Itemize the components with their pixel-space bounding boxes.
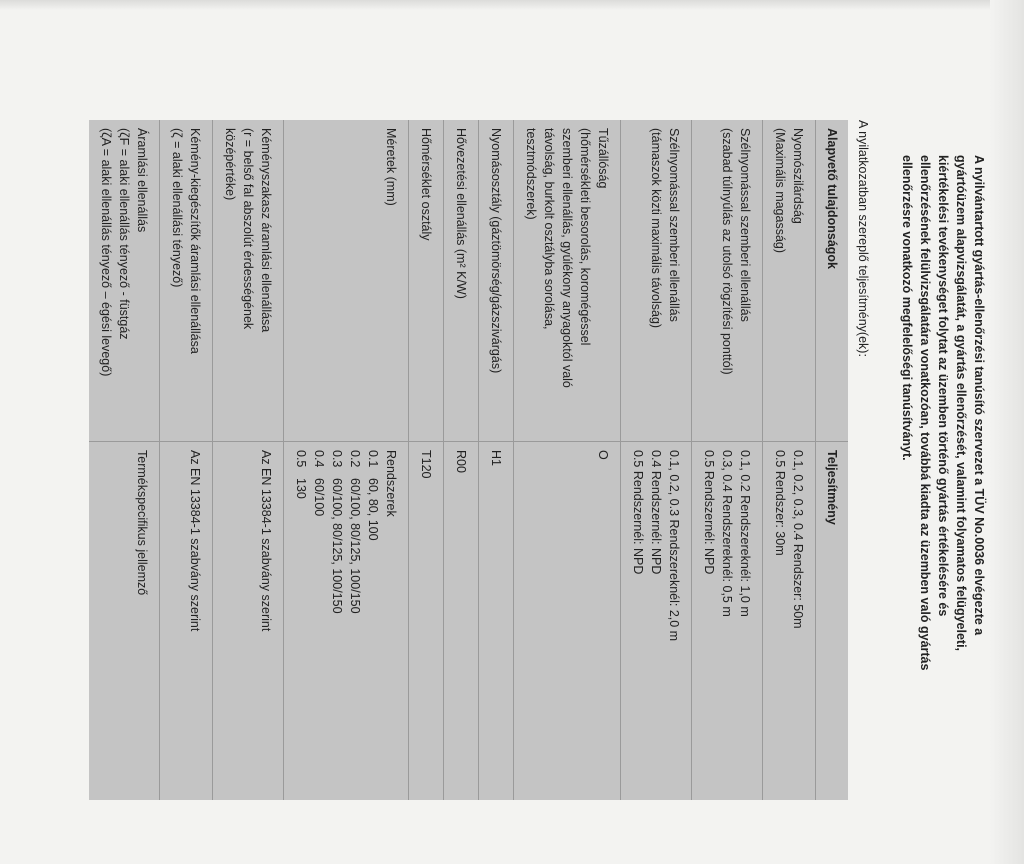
cell-line: Hőmérséklet osztály — [419, 128, 433, 241]
intro-line: ellenőrzésének felülvizsgálatára vonatkozóan, továbbá kiadta az üzemben való gyártás — [918, 155, 932, 671]
header-performance: Teljesítmény — [816, 442, 849, 801]
table-row — [692, 120, 763, 800]
intro-line: A nyilvántartott gyártás-ellenőrzési tanúsító szervezet a TÜV No.0036 elvégezte a — [972, 155, 986, 636]
cell-line: Méretek (mm) — [384, 128, 398, 206]
header-properties: Alapvető tulajdonságok — [816, 120, 849, 442]
cell-line: R00 — [454, 450, 468, 473]
table-row — [409, 120, 444, 800]
cell-line: 0.3, 0.4 Rendszereknél: 0,5 m — [720, 450, 734, 617]
dimension-line — [292, 450, 310, 792]
cell-line: 0.1, 0.2, 0.3, 0.4 Rendszer: 50m — [791, 450, 805, 629]
cell-line: (szabad túlnyúlás az utolsó rögzítési ponttól) — [720, 128, 734, 375]
cell-line: Kémény-kiegészítők áramlási ellenállása — [188, 128, 202, 354]
intro-paragraph — [898, 155, 988, 855]
performance-caption: A nyilatkozatban szereplő teljesítmény(ek): — [856, 120, 870, 357]
cell-line: távolság, burkolt osztályba sorolása, — [542, 128, 556, 330]
system-id: 0.2 — [348, 450, 362, 468]
system-id: 0.1 — [366, 450, 380, 468]
table-row — [213, 120, 284, 800]
cell-line: (ζA = alaki ellenállás tényező – égési levegő) — [99, 128, 113, 377]
cell-line: Hővezetési ellenállás (m² K/W) — [454, 128, 468, 299]
cell-line: Nyomószilárdság — [791, 128, 805, 224]
cell-line: Az EN 13384-1 szabvány szerint — [259, 450, 273, 632]
dimension-line — [310, 450, 328, 792]
table-header-row — [816, 120, 849, 800]
performance-table — [89, 120, 848, 800]
performance-cell — [284, 442, 409, 801]
cell-line: (r = belső fal abszolút érdességének — [241, 128, 255, 330]
table-row — [514, 120, 621, 800]
table-row — [89, 120, 160, 800]
intro-line: ellenőrzésre vonatkozó megfelelőségi tanúsítványt. — [900, 155, 914, 461]
cell-line: (hőmérsékleti besorolás, koromégéssel — [578, 128, 592, 346]
cell-line: tesztmódszerek) — [524, 128, 538, 220]
dimension-line — [346, 450, 364, 792]
cell-line: Áramlási ellenállás — [135, 128, 149, 233]
cell-line: szemberi ellenállás, gyúlékony anyagoktól való — [560, 128, 574, 388]
performance-cell — [763, 442, 816, 801]
property-cell — [409, 120, 444, 442]
intro-line: gyártóüzem alapvizsgálatát, a gyártás ellenőrzését, valamint folyamatos felügyeleti, — [954, 155, 968, 652]
cell-line: középértéke) — [223, 128, 237, 201]
property-cell — [284, 120, 409, 442]
cell-line: O — [596, 450, 610, 460]
property-cell — [160, 120, 213, 442]
property-cell — [213, 120, 284, 442]
system-id: 0.5 — [294, 450, 308, 468]
property-cell — [621, 120, 692, 442]
dimension-values: 60, 80, 100 — [366, 478, 380, 541]
performance-cell — [160, 442, 213, 801]
table-row — [479, 120, 514, 800]
cell-line: Termékspecifikus jellemző — [135, 450, 149, 596]
cell-line: 0.5 Rendszernél: NPD — [631, 450, 645, 575]
property-cell — [444, 120, 479, 442]
cell-line: (ζ = alaki ellenállási tényező) — [170, 128, 184, 288]
property-cell — [692, 120, 763, 442]
table-row — [284, 120, 409, 800]
cell-line: 0.1, 0.2, 0.3 Rendszereknél: 2,0 m — [667, 450, 681, 642]
performance-cell — [213, 442, 284, 801]
cell-line: Szélnyomással szemberi ellenállás — [667, 128, 681, 322]
performance-cell — [479, 442, 514, 801]
dimension-values: 60/100, 80/125, 100/150 — [348, 478, 362, 614]
performance-cell — [89, 442, 160, 801]
property-cell — [89, 120, 160, 442]
dimension-line — [328, 450, 346, 792]
performance-cell — [692, 442, 763, 801]
performance-cell — [444, 442, 479, 801]
system-id: 0.3 — [330, 450, 344, 468]
document-page — [20, 100, 1000, 830]
table-row — [160, 120, 213, 800]
cell-line: Kéményszakasz áramlási ellenállása — [259, 128, 273, 333]
system-id: 0.4 — [312, 450, 326, 468]
dimension-values: 60/100, 80/125, 100/150 — [330, 478, 344, 614]
dimension-values: 130 — [294, 478, 308, 499]
scan-edge-top — [0, 0, 1024, 10]
cell-line: (Maximális magasság) — [773, 128, 787, 254]
property-cell — [763, 120, 816, 442]
cell-line: (ζF = alaki ellenállás tényező - füstgáz — [117, 128, 131, 340]
property-cell — [479, 120, 514, 442]
cell-line: 0.5 Rendszer: 30m — [773, 450, 787, 556]
table-row — [621, 120, 692, 800]
performance-cell — [514, 442, 621, 801]
dimensions-heading: Rendszerek — [384, 450, 398, 517]
table-row — [444, 120, 479, 800]
performance-cell — [409, 442, 444, 801]
cell-line: Az EN 13384-1 szabvány szerint — [188, 450, 202, 632]
property-cell — [514, 120, 621, 442]
cell-line: Nyomásosztály (gáztömörség/gázszivárgás) — [489, 128, 503, 374]
table-row — [763, 120, 816, 800]
dimension-line — [364, 450, 382, 792]
performance-cell — [621, 442, 692, 801]
cell-line: (támaszok közti maximális távolság) — [649, 128, 663, 329]
dimension-values: 60/100 — [312, 478, 326, 517]
cell-line: T120 — [419, 450, 433, 479]
cell-line: Tűzállóság — [596, 128, 610, 189]
cell-line: 0.1, 0.2 Rendszereknél: 1,0 m — [738, 450, 752, 617]
cell-line: H1 — [489, 450, 503, 466]
cell-line: Szélnyomással szemberi ellenállás — [738, 128, 752, 322]
intro-line: kiértékelési tevékenységet folytat az üzemben történő gyártás értékelésére és — [936, 155, 950, 617]
cell-line: 0.4 Rendszernél: NPD — [649, 450, 663, 575]
cell-line: 0.5 Rendszernél: NPD — [702, 450, 716, 575]
